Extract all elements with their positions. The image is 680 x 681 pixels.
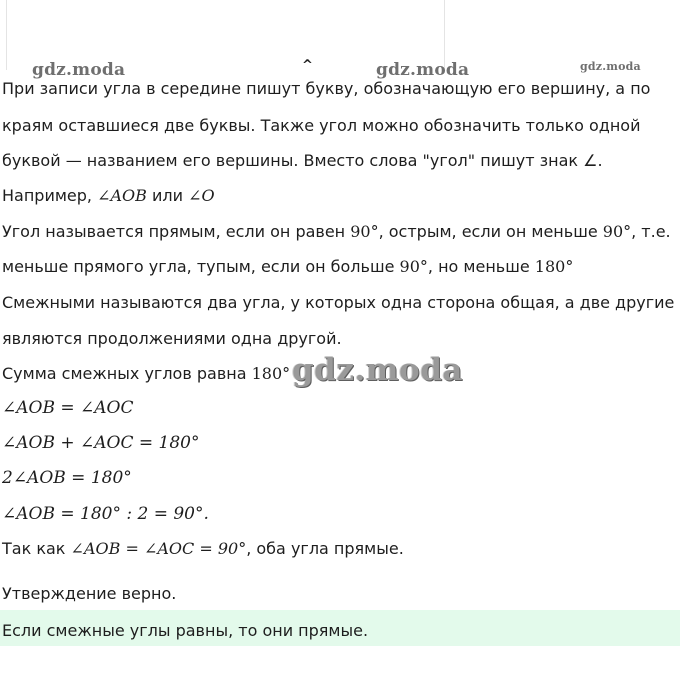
equation-1: ∠AOB = ∠AOC	[2, 398, 134, 418]
sum-line	[2, 364, 290, 384]
definition-text-a: Угол называется прямым, если он равен	[2, 222, 351, 241]
equation-3: 2∠AOB = 180°	[2, 468, 132, 488]
definition-text-b: , острым, если он меньше	[378, 222, 603, 241]
watermark-left: gdz.moda	[32, 60, 126, 80]
definition-text-d: меньше прямого угла, тупым, если он больше	[2, 257, 400, 276]
paragraph-notation-line-2: краям оставшиеся две буквы. Также угол можно обозначить только одной	[2, 116, 641, 135]
equation-2: ∠AOB + ∠AOC = 180°	[2, 433, 200, 453]
adjacent-definition-line-2: являются продолжениями одна другой.	[2, 329, 342, 348]
conclusion-line	[2, 539, 404, 559]
divider-left	[6, 0, 7, 70]
example-angle-o: ∠O	[188, 186, 215, 205]
definition-text-e: , но меньше	[427, 257, 535, 276]
watermark-large: gdz.moda	[292, 352, 463, 388]
example-or: или	[146, 186, 189, 205]
answer-text: Если смежные углы равны, то они прямые.	[2, 621, 369, 640]
watermark-right: gdz.moda	[580, 60, 641, 73]
sum-text: Сумма смежных углов равна	[2, 364, 252, 383]
example-line	[2, 186, 215, 206]
conclusion-math: ∠AOB = ∠AOC = 90°	[70, 539, 247, 558]
conclusion-suffix: , оба угла прямые.	[246, 539, 404, 558]
definition-line-2	[2, 257, 573, 277]
math-180-a: 180°	[534, 257, 574, 276]
definition-line-1	[2, 222, 671, 242]
math-180-b: 180°	[251, 364, 291, 383]
adjacent-definition-line-1: Смежными называются два угла, у которых одна сторона общая, а две другие	[2, 293, 675, 312]
paragraph-notation-line-3: буквой — названием его вершины. Вместо слова "угол" пишут знак ∠.	[2, 151, 603, 170]
conclusion-prefix: Так как	[2, 539, 71, 558]
equation-4: ∠AOB = 180° : 2 = 90°.	[2, 504, 209, 524]
watermark-center: gdz.moda	[376, 60, 470, 80]
example-angle-aob: ∠AOB	[97, 186, 147, 205]
caret-mark: ^	[302, 58, 313, 73]
math-90-c: 90°	[399, 257, 428, 276]
verdict: Утверждение верно.	[2, 584, 177, 603]
definition-text-c: , т.е.	[631, 222, 671, 241]
example-prefix: Например,	[2, 186, 98, 205]
paragraph-notation-line-1: При записи угла в середине пишут букву, обозначающую его вершину, а по	[2, 79, 651, 98]
math-90-a: 90°	[350, 222, 379, 241]
math-90-b: 90°	[602, 222, 632, 241]
